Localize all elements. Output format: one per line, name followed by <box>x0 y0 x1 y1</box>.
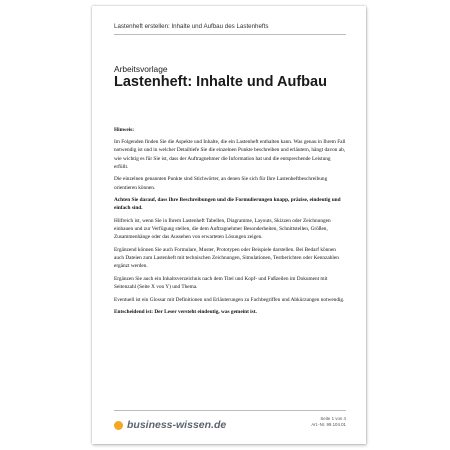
article-number: Art.-Nr. 99.104.01 <box>311 422 346 427</box>
body-paragraph: Im Folgenden finden Sie die Aspekte und Inhalte, die ein Lastenheft enthalten kann. Was genau in Ihrem Fall notwendig ist und in welcher Detailtiefe Sie die einzelnen Punkte beschreiben und erläutern, hängt davon ab, wie wichtig es für Sie ist, dass der Auftragnehmer die Information hat und die entsprechende Leistung erfüllt. <box>114 139 346 170</box>
body-paragraph: Eventuell ist ein Glossar mit Definitionen und Erläuterungen zu Fachbegriffen und Abkürzungen notwendig. <box>114 296 345 303</box>
conclusion-paragraph: Entscheidend ist: Der Leser versteht eindeutig, was gemeint ist. <box>114 309 257 316</box>
logo-dot-icon <box>114 421 123 430</box>
body-paragraph: Ergänzen Sie auch ein Inhaltsverzeichnis nach dem Titel und Kopf- und Fußzeilen im Dokument mit Seitenzahl (Seite X von Y) und Thema. <box>114 276 328 291</box>
brand-logo <box>114 419 226 431</box>
notice-heading: Hinweis: <box>114 127 135 133</box>
page-info <box>311 416 346 428</box>
logo-text: business-wissen.de <box>127 419 227 431</box>
body-paragraph: Hilfreich ist, wenn Sie in Ihrem Lastenheft Tabellen, Diagramme, Layouts, Skizzen oder Zeichnungen einbauen und zur Verfügung stellen, die dem Auftragnehmer Besonderheiten, Schnittstellen, Größen, Zusammenhänge oder das Aussehen von erwarteten Lösungen zeigen. <box>114 218 331 241</box>
document-label: Arbeitsvorlage <box>114 64 168 74</box>
document-title: Lastenheft: Inhalte und Aufbau <box>114 74 327 90</box>
document-body <box>114 126 346 321</box>
footer-divider <box>114 410 346 411</box>
header-divider <box>114 34 346 35</box>
emphasis-paragraph: Achten Sie darauf, dass Ihre Beschreibungen und die Formulierungen knapp, präzise, eindeutig und einfach sind. <box>114 197 341 212</box>
body-paragraph: Ergänzend können Sie auch Formulare, Muster, Prototypen oder Beispiele darstellen. Bei Bedarf können auch Dateien zum Lastenheft mit technischen Zeichnungen, Simulationen, Testberichten oder Kennzahlen ergänzt werden. <box>114 247 339 270</box>
body-paragraph: Die einzelnen genannten Punkte sind Stichwörter, an denen Sie sich für Ihre Lastenheftbeschreibung orientieren können. <box>114 176 328 191</box>
page-number: Seite 1 von 4 <box>320 416 346 421</box>
document-page <box>92 6 366 444</box>
running-header: Lastenheft erstellen: Inhalte und Aufbau des Lastenhefts <box>114 23 269 30</box>
